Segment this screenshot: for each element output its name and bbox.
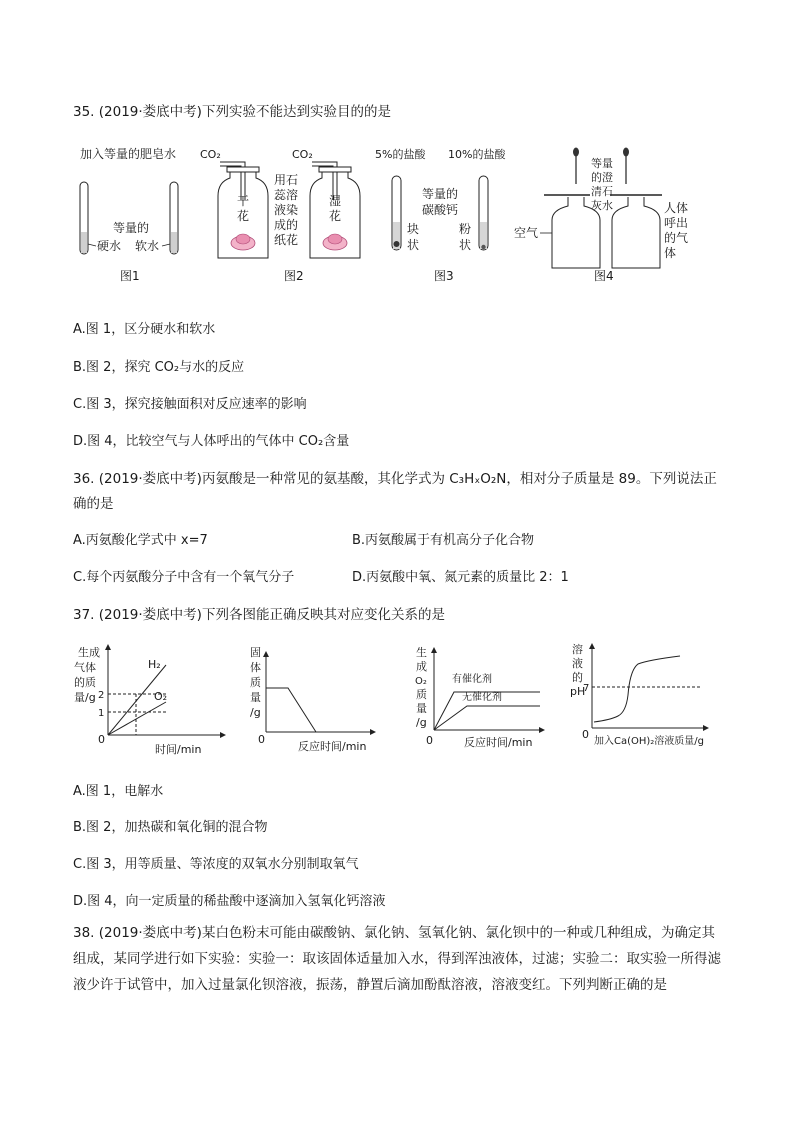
c1-origin: 0 [98, 733, 105, 746]
q35-stem: 35. (2019·娄底中考)下列实验不能达到实验目的的是 [73, 104, 391, 120]
fig3-powder-1: 粉 [459, 222, 472, 236]
c2-ylabel-4: 量 [250, 691, 261, 704]
c2-origin: 0 [258, 733, 265, 746]
fig3-mid2: 碳酸钙 [422, 203, 459, 217]
fig1-mid3: 软水 [135, 239, 160, 253]
figure-4 [514, 148, 688, 284]
q35-option-d[interactable]: D.图 4，比较空气与人体呼出的气体中 CO₂含量 [73, 434, 350, 449]
c1-xlabel: 时间/min [155, 743, 202, 756]
q36-stem-line2: 确的是 [73, 496, 114, 512]
q35-figures [70, 140, 710, 290]
fig2-co2-left: CO₂ [200, 148, 221, 161]
c3-ylabel-5: 量 [416, 702, 427, 715]
q35-option-c[interactable]: C.图 3，探究接触面积对反应速率的影响 [73, 397, 307, 412]
chart-4 [570, 642, 708, 747]
q38-stem: 38. (2019·娄底中考)某白色粉末可能由碳酸钠、氯化钠、氢氧化钠、氯化钡中的一种或几种组成，为确定其组成，某同学进行如下实验：实验一：取该固体适量加入水，得到浑浊液体，过滤；实验二：取实验一所得滤液少许于试管中，加入过量氯化钡溶液，振荡，静置后滴加酚酞溶液，溶液变红。下列判断正确的是 [73, 925, 721, 993]
fig1-caption: 图1 [120, 269, 140, 283]
fig4-breath-4: 体 [664, 246, 677, 260]
q35-option-b[interactable]: B.图 2，探究 CO₂与水的反应 [73, 360, 245, 375]
fig2-co2-right: CO₂ [292, 148, 313, 161]
fig4-breath-1: 人体 [664, 201, 689, 215]
fig2-dry-1: 干 [237, 194, 250, 208]
c1-ylabel-2: 气体 [74, 661, 96, 674]
fig2-wet-2: 花 [329, 209, 342, 223]
fig4-caption: 图4 [594, 269, 614, 283]
fig4-air: 空气 [514, 226, 539, 240]
figure-1 [80, 146, 178, 283]
c3-legend-catalyst: 有催化剂 [452, 674, 492, 685]
q36-option-c[interactable]: C.每个丙氨酸分子中含有一个氧气分子 [73, 570, 295, 585]
chart-1 [74, 645, 225, 756]
q37-option-b[interactable]: B.图 2，加热碳和氧化铜的混合物 [73, 820, 268, 835]
c1-legend-o2: O₂ [154, 690, 168, 703]
c1-ytick-1: 1 [98, 708, 105, 719]
figure-2 [200, 148, 360, 283]
q37-option-d[interactable]: D.图 4，向一定质量的稀盐酸中逐滴加入氢氧化钙溶液 [73, 894, 386, 909]
c1-ytick-2: 2 [98, 690, 105, 701]
fig4-breath-2: 呼出 [664, 216, 689, 230]
c1-ylabel-4: 量/g [74, 691, 96, 704]
c4-ylabel-1: 溶 [572, 643, 583, 656]
fig2-desc-3: 液染 [274, 203, 299, 217]
fig3-mid1: 等量的 [422, 187, 459, 201]
c3-origin: 0 [426, 734, 433, 747]
fig1-mid1: 等量的 [113, 221, 150, 235]
fig3-acid-right: 10%的盐酸 [448, 148, 506, 161]
fig1-top-label: 加入等量的肥皂水 [80, 147, 177, 161]
c1-legend-h2: H₂ [148, 658, 161, 671]
c3-ylabel-3: O₂ [415, 676, 427, 687]
figure-3 [375, 147, 506, 283]
fig2-dry-2: 花 [237, 209, 250, 223]
fig2-desc-4: 成的 [274, 218, 299, 232]
c1-series-o2 [108, 702, 166, 735]
fig3-block-2: 状 [407, 238, 420, 252]
c3-ylabel-2: 成 [416, 660, 427, 673]
fig4-breath-3: 的气 [664, 231, 689, 245]
test-tube-right-liquid [171, 232, 177, 253]
c2-ylabel-3: 质 [250, 676, 261, 689]
c2-ylabel-5: /g [250, 706, 261, 719]
q37-option-c[interactable]: C.图 3，用等质量、等浓度的双氧水分别制取氧气 [73, 857, 359, 872]
c3-ylabel-1: 生 [416, 646, 427, 659]
c1-ylabel-1: 生成 [78, 646, 100, 659]
fig4-top-4: 灰水 [591, 199, 613, 212]
c4-ylabel-4: pH [570, 685, 586, 698]
c3-ylabel-4: 质 [416, 688, 427, 701]
c3-ylabel-6: /g [416, 716, 427, 729]
c4-ylabel-2: 液 [572, 657, 583, 670]
fig2-desc-5: 纸花 [274, 233, 299, 247]
q36-option-b[interactable]: B.丙氨酸属于有机高分子化合物 [352, 533, 535, 548]
test-tube-left-liquid [81, 232, 87, 253]
c4-series [594, 656, 680, 722]
q36-stem-line1: 36. (2019·娄底中考)丙氨酸是一种常见的氨基酸，其化学式为 C₃HₓO₂N，相对分子质量是 89。下列说法正 [73, 471, 717, 487]
c3-series-no-catalyst [434, 706, 540, 730]
c4-ylabel-3: 的 [572, 671, 583, 684]
fig4-top-3: 清石 [591, 185, 613, 198]
fig3-powder-2: 状 [459, 238, 472, 252]
fig3-caption: 图3 [434, 269, 454, 283]
q37-charts [70, 640, 730, 760]
c1-ylabel-3: 的质 [74, 676, 96, 689]
fig2-wet-1: 湿 [329, 194, 342, 208]
c2-xlabel: 反应时间/min [298, 740, 367, 753]
chart-2 [250, 646, 375, 753]
q36-option-a[interactable]: A.丙氨酸化学式中 x=7 [73, 533, 208, 548]
c4-origin: 0 [582, 728, 589, 741]
fig4-top-1: 等量 [591, 157, 613, 170]
c2-ylabel-2: 体 [250, 661, 261, 674]
c2-series [266, 688, 316, 732]
fig4-top-2: 的澄 [591, 171, 613, 184]
fig3-block-1: 块 [407, 222, 420, 236]
fig2-desc-1: 用石 [274, 173, 299, 187]
c2-ylabel-1: 固 [250, 646, 261, 659]
fig3-acid-left: 5%的盐酸 [375, 148, 426, 161]
c4-xlabel: 加入Ca(OH)₂溶液质量/g [594, 736, 705, 747]
fig2-desc-2: 蕊溶 [274, 188, 299, 202]
q37-stem: 37. (2019·娄底中考)下列各图能正确反映其对应变化关系的是 [73, 607, 445, 623]
c3-xlabel: 反应时间/min [464, 736, 533, 749]
chart-3 [415, 645, 544, 749]
q35-option-a[interactable]: A.图 1，区分硬水和软水 [73, 322, 216, 337]
q37-option-a[interactable]: A.图 1，电解水 [73, 784, 164, 799]
fig2-caption: 图2 [284, 269, 304, 283]
fig1-mid2: 硬水 [97, 239, 122, 253]
c3-legend-no-catalyst: 无催化剂 [462, 692, 502, 703]
q36-option-d[interactable]: D.丙氨酸中氧、氮元素的质量比 2：1 [352, 570, 569, 585]
c4-ytick-7: 7 [583, 683, 590, 694]
